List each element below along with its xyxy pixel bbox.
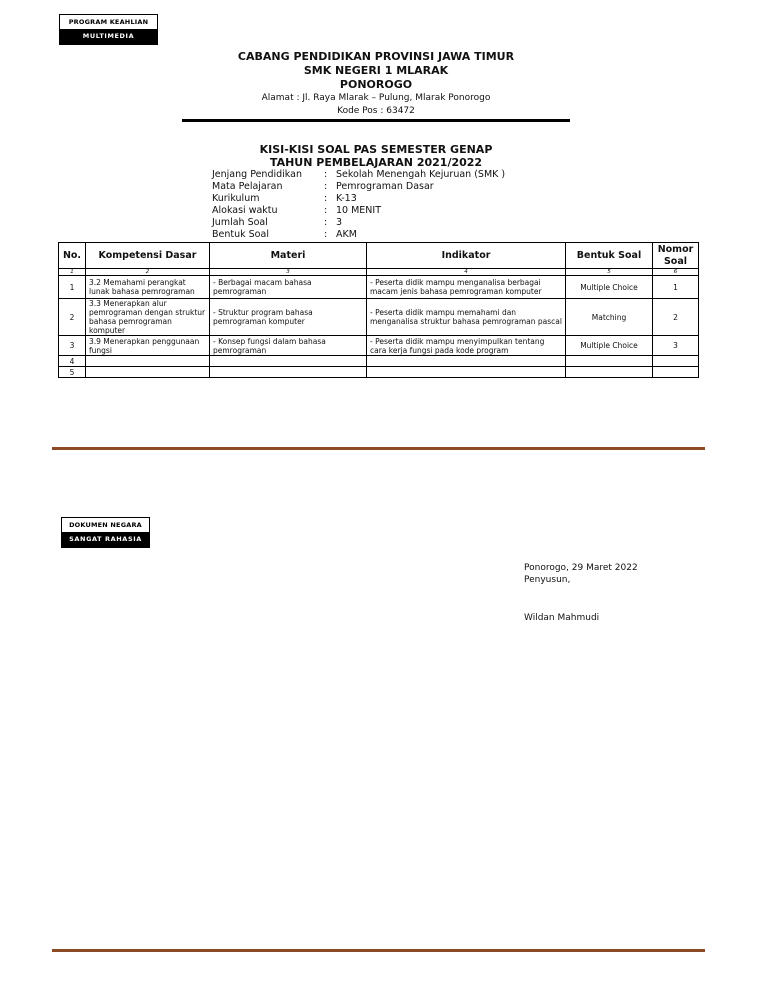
stamp-value: MULTIMEDIA (60, 29, 157, 44)
cell-indikator (367, 356, 566, 367)
col-header-indikator: Indikator (367, 243, 566, 269)
cell-kompetensi: 3.2 Memahami perangkat lunak bahasa pemrograman (86, 276, 210, 299)
cell-kompetensi (86, 367, 210, 378)
cell-materi: - Konsep fungsi dalam bahasa pemrograman (210, 336, 367, 356)
table-row (59, 367, 699, 378)
cell-no: 2 (59, 299, 86, 336)
letterhead-rule (182, 119, 570, 122)
table-header-row (59, 243, 699, 269)
column-number: 1 (59, 269, 86, 276)
cell-nomor: 2 (653, 299, 699, 336)
stamp-value: SANGAT RAHASIA (62, 532, 149, 547)
stamp-label: DOKUMEN NEGARA (62, 518, 149, 532)
meta-row (212, 169, 505, 181)
document-title (183, 143, 569, 169)
table-row (59, 356, 699, 367)
col-header-materi: Materi (210, 243, 367, 269)
title-line2: TAHUN PEMBELAJARAN 2021/2022 (269, 156, 483, 169)
table-row (59, 336, 699, 356)
cell-bentuk: Matching (566, 299, 653, 336)
cell-nomor (653, 356, 699, 367)
meta-row (212, 181, 505, 193)
title-line1: KISI-KISI SOAL PAS SEMESTER GENAP (259, 143, 493, 156)
meta-value: 10 MENIT (336, 205, 382, 216)
institution-line3: PONOROGO (339, 78, 413, 91)
signature-place-date: Ponorogo, 29 Maret 2022 (524, 563, 638, 573)
col-header-no: No. (59, 243, 86, 269)
cell-kompetensi: 3.3 Menerapkan alur pemrograman dengan struktur bahasa pemrograman komputer (86, 299, 210, 336)
cell-no: 3 (59, 336, 86, 356)
stamp-label: PROGRAM KEAHLIAN (60, 15, 157, 29)
page-footer-rule (52, 949, 705, 952)
meta-separator: : (324, 217, 328, 228)
column-number: 5 (566, 269, 653, 276)
meta-row (212, 229, 505, 241)
meta-value: K-13 (336, 193, 357, 204)
col-header-bentuk: Bentuk Soal (566, 243, 653, 269)
meta-separator: : (324, 193, 328, 204)
cell-no: 4 (59, 356, 86, 367)
meta-separator: : (324, 169, 328, 180)
cell-bentuk: Multiple Choice (566, 276, 653, 299)
meta-separator: : (324, 181, 328, 192)
program-keahlian-stamp (59, 14, 158, 45)
cell-bentuk: Multiple Choice (566, 336, 653, 356)
meta-key: Kurikulum (212, 193, 260, 204)
meta-value: Pemrograman Dasar (336, 181, 434, 192)
cell-kompetensi (86, 356, 210, 367)
cell-no: 5 (59, 367, 86, 378)
meta-separator: : (324, 205, 328, 216)
cell-bentuk (566, 367, 653, 378)
cell-indikator: - Peserta didik mampu menganalisa berbagai macam jenis bahasa pemrograman komputer (367, 276, 566, 299)
signature-role: Penyusun, (524, 575, 571, 585)
cell-nomor: 1 (653, 276, 699, 299)
cell-indikator: - Peserta didik mampu menyimpulkan tentang cara kerja fungsi pada kode program (367, 336, 566, 356)
meta-info (212, 169, 505, 241)
column-number: 2 (86, 269, 210, 276)
column-number: 4 (367, 269, 566, 276)
meta-row (212, 217, 505, 229)
institution-line2: SMK NEGERI 1 MLARAK (303, 64, 449, 77)
cell-bentuk (566, 356, 653, 367)
signature-name: Wildan Mahmudi (524, 613, 600, 623)
letterhead (183, 50, 569, 118)
cell-materi: - Struktur program bahasa pemrograman komputer (210, 299, 367, 336)
postal-code: Kode Pos : 63472 (337, 106, 415, 116)
meta-row (212, 205, 505, 217)
meta-value: 3 (336, 217, 343, 228)
meta-key: Bentuk Soal (212, 229, 269, 240)
cell-nomor (653, 367, 699, 378)
column-number-row (59, 269, 699, 276)
column-number: 6 (653, 269, 699, 276)
meta-key: Alokasi waktu (212, 205, 278, 216)
table-row (59, 276, 699, 299)
column-number: 3 (210, 269, 367, 276)
col-header-kompetensi: Kompetensi Dasar (86, 243, 210, 269)
meta-value: AKM (336, 229, 357, 240)
col-header-nomor: Nomor Soal (653, 243, 699, 269)
cell-materi (210, 367, 367, 378)
dokumen-negara-stamp (61, 517, 150, 548)
cell-nomor: 3 (653, 336, 699, 356)
meta-separator: : (324, 229, 328, 240)
meta-key: Mata Pelajaran (212, 181, 283, 192)
cell-materi: - Berbagai macam bahasa pemrograman (210, 276, 367, 299)
table-row (59, 299, 699, 336)
meta-key: Jumlah Soal (212, 217, 268, 228)
institution-line1: CABANG PENDIDIKAN PROVINSI JAWA TIMUR (237, 50, 515, 63)
meta-value: Sekolah Menengah Kejuruan (SMK ) (336, 169, 506, 180)
kisi-kisi-table (58, 242, 699, 378)
cell-kompetensi: 3.9 Menerapkan penggunaan fungsi (86, 336, 210, 356)
address: Alamat : Jl. Raya Mlarak – Pulung, Mlarak Ponorogo (261, 93, 491, 103)
meta-key: Jenjang Pendidikan (212, 169, 302, 180)
page-separator-rule (52, 447, 705, 450)
cell-no: 1 (59, 276, 86, 299)
meta-row (212, 193, 505, 205)
cell-materi (210, 356, 367, 367)
cell-indikator: - Peserta didik mampu memahami dan menganalisa struktur bahasa pemrograman pascal (367, 299, 566, 336)
cell-indikator (367, 367, 566, 378)
